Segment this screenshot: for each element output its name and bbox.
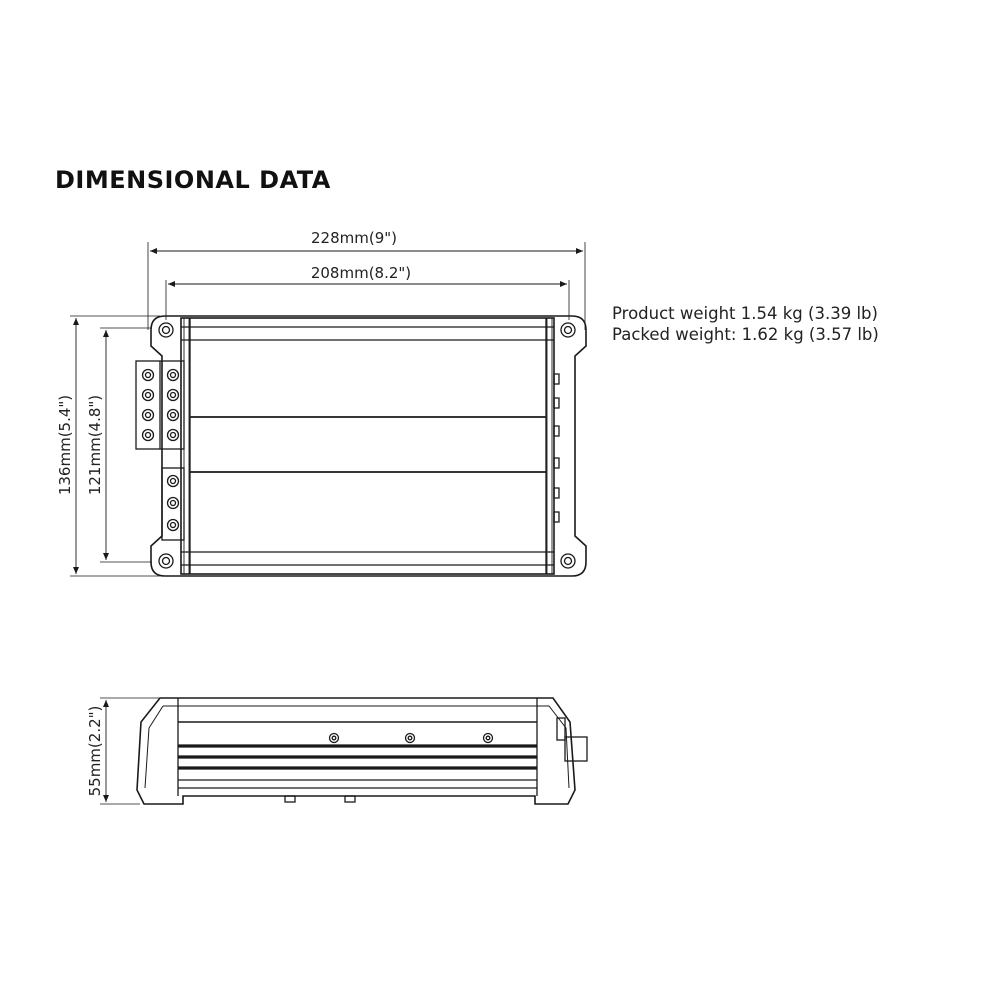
speaker-terminal-block	[136, 361, 184, 449]
product-weight: Product weight 1.54 kg (3.39 lb)	[612, 304, 878, 323]
dimension-height	[86, 698, 160, 804]
height-label: 55mm(2.2")	[86, 705, 104, 797]
overall-width-label: 136mm(5.4")	[56, 394, 74, 496]
dimension-body-width	[86, 328, 152, 562]
packed-weight: Packed weight: 1.62 kg (3.57 lb)	[612, 325, 879, 344]
body-length-label: 208mm(8.2")	[310, 264, 412, 282]
amplifier-side-view	[137, 698, 587, 804]
dimension-body-length	[166, 264, 569, 320]
amplifier-top-view	[136, 316, 586, 576]
body-width-label: 121mm(4.8")	[86, 394, 104, 496]
mounting-holes	[159, 323, 575, 568]
dimension-overall-width	[56, 316, 160, 576]
page-title: DIMENSIONAL DATA	[55, 166, 331, 194]
overall-length-label: 228mm(9")	[310, 229, 398, 247]
